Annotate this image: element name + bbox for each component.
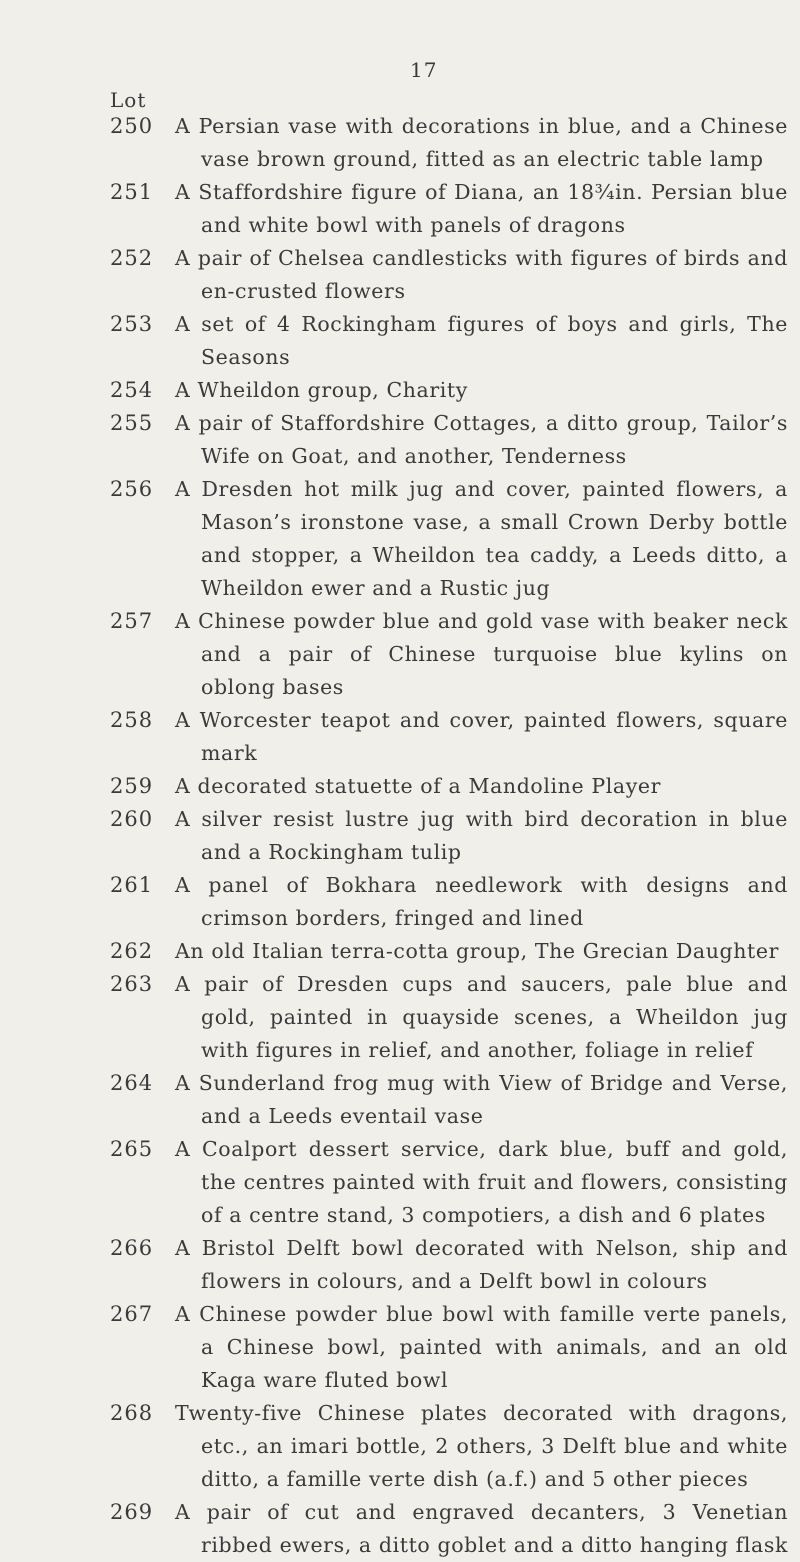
lot-entry — [108, 110, 788, 176]
lot-description: A silver resist lustre jug with bird decoration in blue and a Rockingham tulip — [175, 807, 788, 864]
lot-entry — [108, 176, 788, 242]
lot-entry — [108, 1133, 788, 1232]
lot-entry — [108, 704, 788, 770]
lot-entry — [108, 242, 788, 308]
lot-description: A pair of Dresden cups and saucers, pale blue and gold, painted in quayside scenes, a Wheildon jug with figures in relief, and another, foliage in relief — [175, 972, 788, 1062]
lot-entry — [108, 770, 788, 803]
lot-entry — [108, 473, 788, 605]
lot-entry — [108, 869, 788, 935]
lot-number: 265 — [110, 1137, 154, 1161]
lot-description: A Worcester teapot and cover, painted flowers, square mark — [175, 708, 788, 765]
lot-description: An old Italian terra-cotta group, The Grecian Daughter — [175, 939, 780, 963]
lot-description: A panel of Bokhara needlework with designs and crimson borders, fringed and lined — [175, 873, 788, 930]
lot-entry — [108, 605, 788, 704]
lot-number: 267 — [110, 1302, 154, 1326]
lot-list — [108, 110, 788, 1562]
lot-entry — [108, 407, 788, 473]
lot-number: 255 — [110, 411, 154, 435]
lot-entry — [108, 1067, 788, 1133]
lot-number: 268 — [110, 1401, 154, 1425]
lot-entry — [108, 803, 788, 869]
lot-number: 251 — [110, 180, 154, 204]
lot-number: 261 — [110, 873, 154, 897]
lot-entry — [108, 308, 788, 374]
lot-description: A Bristol Delft bowl decorated with Nelson, ship and flowers in colours, and a Delft bowl in colours — [175, 1236, 788, 1293]
lot-number: 260 — [110, 807, 154, 831]
lot-description: A Sunderland frog mug with View of Bridge and Verse, and a Leeds eventail vase — [175, 1071, 788, 1128]
lot-entry — [108, 1496, 788, 1562]
lot-description: A pair of Staffordshire Cottages, a ditto group, Tailor’s Wife on Goat, and another, Tenderness — [175, 411, 788, 468]
lot-column-header: Lot — [110, 88, 147, 112]
lot-entry — [108, 1298, 788, 1397]
lot-description: A Wheildon group, Charity — [175, 378, 468, 402]
lot-description: A pair of Chelsea candlesticks with figures of birds and en-crusted flowers — [175, 246, 788, 303]
lot-entry — [108, 374, 788, 407]
lot-entry — [108, 935, 788, 968]
lot-description: A Staffordshire figure of Diana, an 18¾in. Persian blue and white bowl with panels of dragons — [175, 180, 788, 237]
lot-description: A Chinese powder blue bowl with famille verte panels, a Chinese bowl, painted with animals, and an old Kaga ware fluted bowl — [175, 1302, 788, 1392]
lot-number: 254 — [110, 378, 154, 402]
lot-number: 262 — [110, 939, 154, 963]
lot-number: 263 — [110, 972, 154, 996]
lot-number: 253 — [110, 312, 154, 336]
lot-description: A pair of cut and engraved decanters, 3 Venetian ribbed ewers, a ditto goblet and a ditto hanging flask — [175, 1500, 788, 1557]
lot-number: 257 — [110, 609, 154, 633]
lot-description: A Dresden hot milk jug and cover, painted flowers, a Mason’s ironstone vase, a small Crown Derby bottle and stopper, a Wheildon tea caddy, a Leeds ditto, a Wheildon ewer and a Rustic jug — [175, 477, 788, 600]
lot-description: A Chinese powder blue and gold vase with beaker neck and a pair of Chinese turquoise blue kylins on oblong bases — [175, 609, 788, 699]
lot-number: 252 — [110, 246, 154, 270]
lot-number: 259 — [110, 774, 154, 798]
lot-number: 264 — [110, 1071, 154, 1095]
lot-number: 269 — [110, 1500, 154, 1524]
lot-description: A Persian vase with decorations in blue, and a Chinese vase brown ground, fitted as an electric table lamp — [175, 114, 788, 171]
lot-description: A set of 4 Rockingham figures of boys and girls, The Seasons — [175, 312, 788, 369]
lot-description: A Coalport dessert service, dark blue, buff and gold, the centres painted with fruit and flowers, consisting of a centre stand, 3 compotiers, a dish and 6 plates — [175, 1137, 788, 1227]
lot-entry — [108, 1232, 788, 1298]
page-number: 17 — [410, 58, 438, 82]
lot-number: 266 — [110, 1236, 154, 1260]
lot-number: 250 — [110, 114, 154, 138]
lot-number: 258 — [110, 708, 154, 732]
lot-entry — [108, 1397, 788, 1496]
lot-description: Twenty-five Chinese plates decorated with dragons, etc., an imari bottle, 2 others, 3 Delft blue and white ditto, a famille verte dish (a.f.) and 5 other pieces — [175, 1401, 788, 1491]
lot-description: A decorated statuette of a Mandoline Player — [175, 774, 662, 798]
lot-number: 256 — [110, 477, 154, 501]
lot-entry — [108, 968, 788, 1067]
